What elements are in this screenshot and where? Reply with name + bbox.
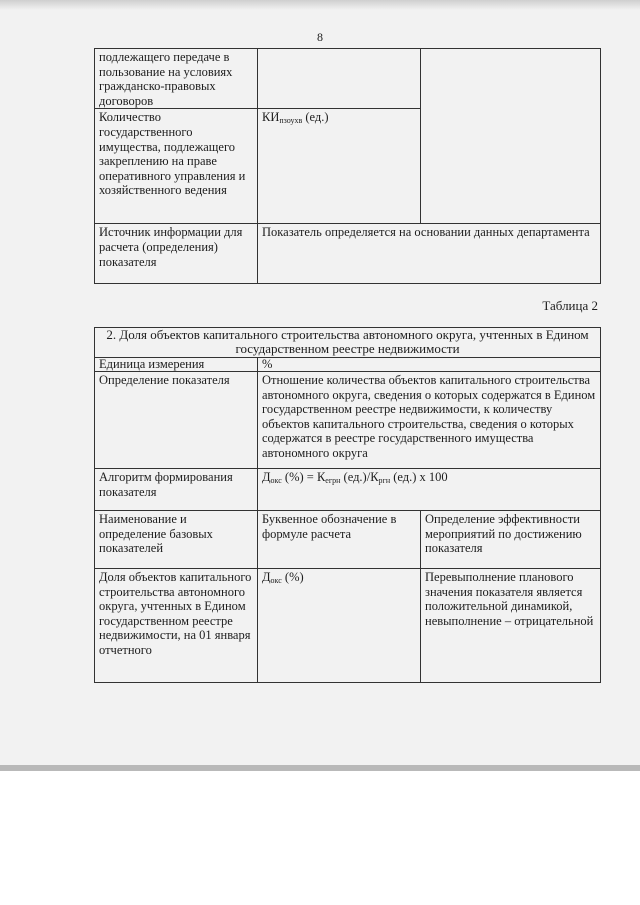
table-row — [95, 469, 601, 511]
table-row — [95, 372, 601, 469]
indicator-effect: Перевыполнение планового значения показателя является положительной динамикой, невыполнение – отрицательной — [421, 569, 601, 683]
definition-value: Отношение количества объектов капитального строительства автономного округа, сведения о которых содержатся в Едином государственном реестре недвижимости, к количеству объектов капитального строительства, сведения о которых содержатся в реестре государственного имущества автономного округа — [258, 372, 601, 469]
definition-label: Определение показателя — [95, 372, 258, 469]
unit-label: Единица измерения — [95, 358, 258, 372]
table-title: 2. Доля объектов капитального строительства автономного округа, учтенных в Едином государственном реестре недвижимости — [95, 328, 601, 358]
source-value: Показатель определяется на основании данных департамента — [258, 224, 601, 284]
row-symbol — [258, 49, 421, 109]
table-row — [95, 569, 601, 683]
formula: $Д_{окс}$ (%) = $К_{егрн}$ $(ед.)/К_{ргн}$ (ед.) х 100 — [258, 469, 601, 511]
source-label: Источник информации для расчета (определения) показателя — [95, 224, 258, 284]
header-name: Наименование и определение базовых показателей — [95, 511, 258, 569]
table-header-row — [95, 511, 601, 569]
row-label: подлежащего передаче в пользование на условиях гражданско-правовых договоров — [95, 49, 258, 109]
indicator-table-2 — [94, 327, 601, 683]
row-symbol: $КИ_{пзоухв}$ (ед.) — [258, 109, 421, 224]
table-caption: Таблица 2 — [542, 298, 598, 313]
algorithm-label: Алгоритм формирования показателя — [95, 469, 258, 511]
header-symbol: Буквенное обозначение в формуле расчета — [258, 511, 421, 569]
table-title-row — [95, 328, 601, 358]
row-label: Количество государственного имущества, подлежащего закреплению на праве оперативного управления и хозяйственного ведения — [95, 109, 258, 224]
unit-value: % — [258, 358, 601, 372]
page-number: 8 — [317, 30, 323, 44]
indicator-name: Доля объектов капитального строительства автономного округа, учтенных в Едином государственном реестре недвижимости, на 01 января отчетного — [95, 569, 258, 683]
table-row — [95, 49, 601, 109]
table-row — [95, 358, 601, 372]
indicator-table-1 — [94, 48, 601, 284]
indicator-symbol: $Д_{окс}$ (%) — [258, 569, 421, 683]
table-row — [95, 224, 601, 284]
row-description — [421, 49, 601, 224]
header-effect: Определение эффективности мероприятий по достижению показателя — [421, 511, 601, 569]
